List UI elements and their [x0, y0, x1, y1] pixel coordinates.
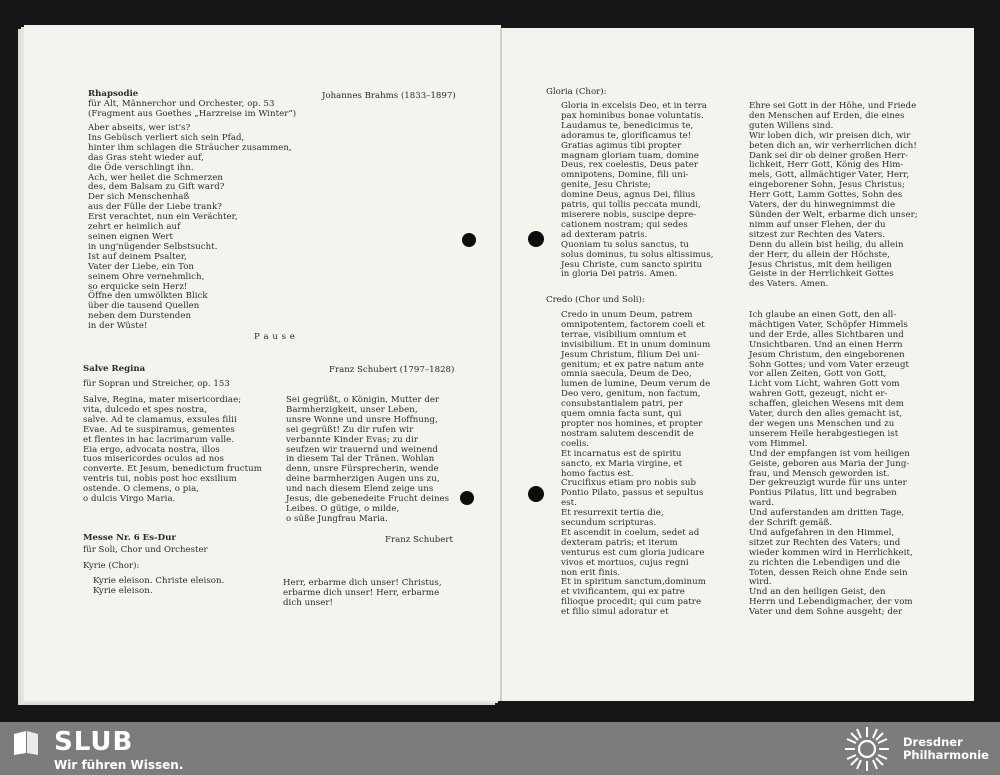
messe-title: Messe Nr. 6 Es-Dur	[83, 533, 176, 543]
punch-hole	[460, 491, 474, 505]
salve-composer: Franz Schubert (1797–1828)	[329, 365, 455, 375]
credo-latin: Credo in unum Deum, patrem omnipotentem, factorem coeli et terrae, visibilium omnium et invisibilium. Et in unum dominum Jesum Christum, filium Dei uni- genitum; et ex patre natum ante omnia saecula, Deum de Deo, lumen de lumine, Deum verum de Deo vero, genitum, non factum, consubstantialem patri, per quem omnia facta sunt, qui propter nos homines, et propter nostram salutem descendit de coelis. Et incarnatus est de spiritu sancto, ex Maria virgine, et homo factus est. Crucifixus etiam pro nobis sub Pontio Pilato, passus et sepultus est. Et resurrexit tertia die, secundum scripturas. Et ascendit in coelum, sedet ad dexteram patris; et iterum venturus est cum gloria judicare vivos et mortuos, cujus regni non erit finis. Et in spiritum sanctum,dominum et vivificantem, qui ex patre filioque procedit; qui cum patre et filio simul adoratur et	[561, 310, 711, 618]
credo-german: Ich glaube an einen Gott, den all- mächtigen Vater, Schöpfer Himmels und der Erde, alles Sichtbaren und Unsichtbaren. Und an einen Herrn Jesum Christum, den eingeborenen Sohn Gottes; und vom Vater erzeugt vor allen Zeiten, Gott von Gott, Licht vom Licht, wahren Gott vom wahren Gott, gezeugt, nicht er- schaffen, gleichen Wesens mit dem Vater, durch den alles gemacht ist, der wegen uns Menschen und zu unserem Heile herabgestiegen ist vom Himmel. Und der empfangen ist vom heiligen Geiste, geboren aus Maria der Jung- frau, und Mensch geworden ist. Der gekreuzigt wurde für uns unter Pontius Pilatus, litt und begraben ward. Und auferstanden am dritten Tage, der Schrift gemäß. Und aufgefahren in den Himmel, sitzet zur Rechten des Vaters; und wieder kommen wird in Herrlichkeit, zu richten die Lebendigen und die Toten, dessen Reich ohne Ende sein wird. Und an den heiligen Geist, den Herrn und Lebendigmacher, der vom Vater und dem Sohne ausgeht; der	[749, 310, 913, 618]
pause-label: P a u s e	[254, 332, 296, 342]
salve-latin: Salve, Regina, mater misericordiae; vita, dulcedo et spes nostra, salve. Ad te clamamus, exsules filii Evae. Ad te suspiramus, gementes et flentes in hac lacrimarum valle. Eia ergo, advocata nostra, illos tuos misericordes oculos ad nos converte. Et Jesum, benedictum fructum ventris tui, nobis post hoc exsilium ostende. O clemens, o pia, o dulcis Virgo Maria.	[83, 395, 262, 505]
slub-tagline: Wir führen Wissen.	[54, 758, 184, 772]
slub-brand[interactable]: SLUB	[54, 727, 134, 757]
punch-hole	[528, 486, 544, 502]
right-page	[502, 28, 974, 701]
philharmonie-logo-icon	[843, 725, 891, 773]
rhapsodie-subtitle: für Alt, Männerchor und Orchester, op. 53 (Fragment aus Goethes „Harzreise im Winter“)	[88, 99, 297, 119]
philharmonie-name[interactable]: Dresdner Philharmonie	[903, 735, 989, 762]
rhapsodie-text: Aber abseits, wer ist's? Ins Gebüsch verliert sich sein Pfad, hinter ihm schlagen die Sträucher zusammen, das Gras steht wieder auf, die Öde verschlingt ihn. Ach, wer heilet die Schmerzen des, dem Balsam zu Gift ward? Der sich Menschenhaß aus der Fülle der Liebe trank? Erst verachtet, nun ein Verächter, zehrt er heimlich auf seinen eignen Wert in ung'nügender Selbstsucht. Ist auf deinem Psalter, Vater der Liebe, ein Ton seinem Ohre vernehmlich, so erquicke sein Herz! Öffne den umwölkten Blick über die tausend Quellen neben dem Durstenden in der Wüste!	[88, 123, 292, 332]
kyrie-heading: Kyrie (Chor):	[83, 561, 140, 571]
kyrie-german: Herr, erbarme dich unser! Christus, erbarme dich unser! Herr, erbarme dich unser!	[283, 578, 442, 608]
punch-hole	[528, 231, 544, 247]
left-page	[24, 25, 501, 701]
rhapsodie-composer: Johannes Brahms (1833–1897)	[322, 91, 456, 101]
messe-subtitle: für Soli, Chor und Orchester	[83, 545, 208, 555]
credo-heading: Credo (Chor und Soli):	[546, 295, 645, 305]
slub-book-icon	[12, 730, 40, 756]
gloria-latin: Gloria in excelsis Deo, et in terra pax hominibus bonae voluntatis. Laudamus te, benedicimus te, adoramus te, glorificamus te! Gratias agimus tibi propter magnam gloriam tuam, domine Deus, rex coelestis, Deus pater omnipotens, Domine, fili uni- genite, Jesu Christe; domine Deus, agnus Dei, filius patris, qui tollis peccata mundi, miserere nobis, suscipe depre- cationem nostram; qui sedes ad dexteram patris. Quoniam tu solus sanctus, tu solus dominus, tu solus altissimus, Jesu Christe, cum sancto spiritu in gloria Dei patris. Amen.	[561, 101, 714, 280]
gloria-heading: Gloria (Chor):	[546, 87, 607, 97]
footer-bar	[0, 722, 1000, 775]
salve-german: Sei gegrüßt, o Königin, Mutter der Barmherzigkeit, unser Leben, unsre Wonne und unsre Hoffnung, sei gegrüßt! Zu dir rufen wir verbannte Kinder Evas; zu dir seufzen wir trauernd und weinend in diesem Tal der Tränen. Wohlan denn, unsre Fürsprecherin, wende deine barmherzigen Augen uns zu, und nach diesem Elend zeige uns Jesus, die gebenedeite Frucht deines Leibes. O gütige, o milde, o süße Jungfrau Maria.	[286, 395, 450, 524]
salve-subtitle: für Sopran und Streicher, op. 153	[83, 379, 230, 389]
salve-title: Salve Regina	[83, 364, 146, 374]
gloria-german: Ehre sei Gott in der Höhe, und Friede den Menschen auf Erden, die eines guten Willens sind. Wir loben dich, wir preisen dich, wir beten dich an, wir verherrlichen dich! Dank sei dir ob deiner großen Herr- lichkeit, Herr Gott, König des Him- mels, Gott, allmächtiger Vater, Herr, eingeborener Sohn, Jesus Christus; Herr Gott, Lamm Gottes, Sohn des Vaters, der du hinwegnimmst die Sünden der Welt, erbarme dich unser; nimm auf unser Flehen, der du sitzest zur Rechten des Vaters. Denn du allein bist heilig, du allein der Herr, du allein der Höchste, Jesus Christus, mit dem heiligen Geiste in der Herrlichkeit Gottes des Vaters. Amen.	[749, 101, 918, 290]
rhapsodie-title: Rhapsodie	[88, 89, 139, 99]
punch-hole	[462, 233, 476, 247]
messe-composer: Franz Schubert	[385, 535, 453, 545]
kyrie-latin: Kyrie eleison. Christe eleison. Kyrie eleison.	[93, 576, 225, 596]
